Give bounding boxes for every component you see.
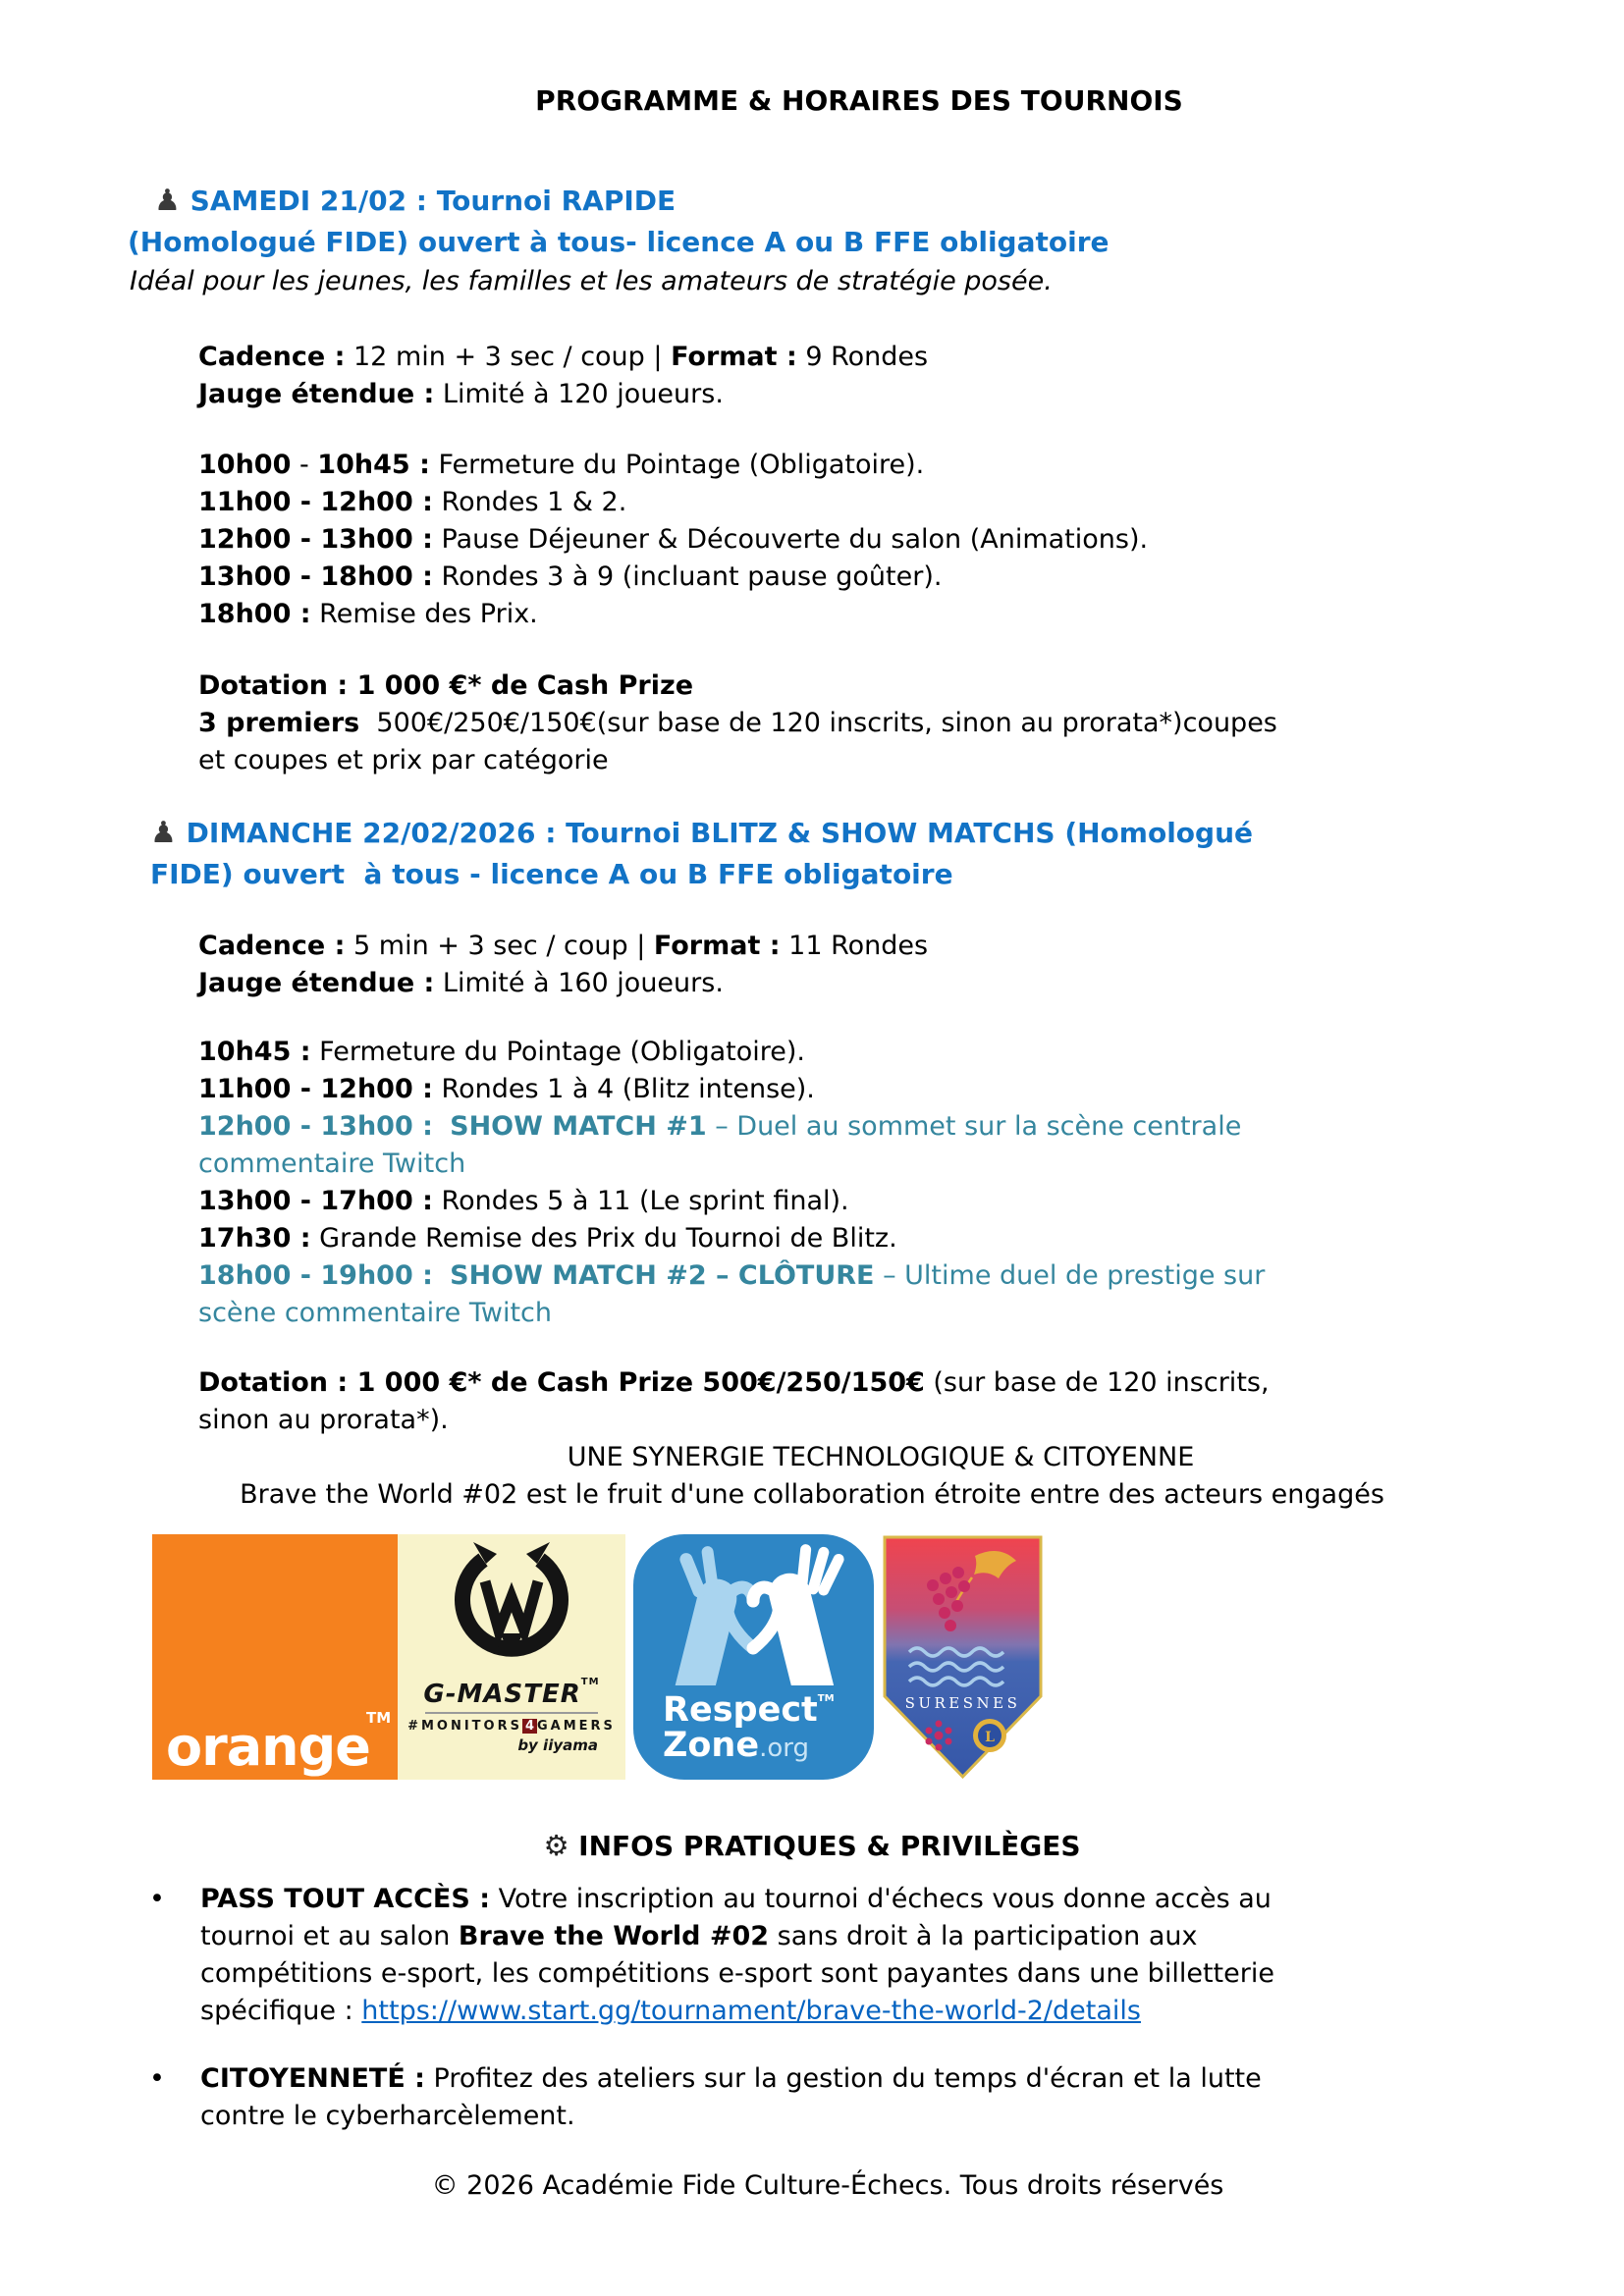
org-text: .org	[759, 1734, 810, 1763]
text-segment: Votre inscription au tournoi d'échecs vous donne accès au	[490, 1884, 1272, 1914]
dotation-line	[198, 667, 1624, 705]
start-gg-link[interactable]: https://www.start.gg/tournament/brave-the-world-2/details	[361, 1996, 1141, 2026]
gmaster-by-iiyama: by iiyama	[517, 1736, 598, 1754]
text-segment: 10h45 :	[198, 1037, 311, 1067]
schedule-row	[198, 1220, 1624, 1257]
orange-logo-wordmark: orange	[166, 1716, 370, 1778]
respect-zone-wordmark	[663, 1682, 835, 1766]
svg-text:L: L	[985, 1730, 995, 1745]
text-segment: 10h45 :	[317, 450, 430, 480]
respect-tm: TM	[817, 1693, 835, 1704]
text-segment: 11 Rondes	[780, 931, 929, 961]
text-segment: 11h00 - 12h00 :	[198, 487, 433, 517]
dotation-line	[198, 1364, 1624, 1402]
text-segment: 17h30 :	[198, 1223, 311, 1254]
text-segment: DIMANCHE 22/02/2026 : Tournoi BLITZ & SHOW MATCHS (Homologué	[176, 817, 1254, 849]
text-segment: Grande Remise des Prix du Tournoi de Blitz.	[310, 1223, 897, 1254]
gmaster-tag-suffix: GAMERS	[537, 1719, 616, 1734]
text-segment: Brave the World #02	[458, 1921, 770, 1951]
dimanche-heading-line2	[150, 854, 1624, 895]
respect-zone-logo	[633, 1534, 874, 1780]
gmaster-divider	[425, 1712, 598, 1714]
schedule-row	[198, 1071, 1624, 1108]
text-segment: – Ultime duel de prestige sur	[874, 1260, 1266, 1291]
dimanche-heading-line1	[150, 813, 1624, 854]
text-segment: spécifique :	[200, 1996, 362, 2026]
text-segment: (Homologué FIDE) ouvert à tous- licence A ou B FFE obligatoire	[128, 226, 1110, 258]
text-segment: Format :	[653, 931, 781, 961]
text-segment: Brave the World #02 est le fruit d'une collaboration étroite entre des acteurs engagés	[240, 1479, 1384, 1510]
synergy-title	[196, 1439, 1565, 1476]
text-segment: Profitez des ateliers sur la gestion du temps d'écran et la lutte	[424, 2063, 1262, 2094]
pass-line-link	[200, 1993, 1624, 2030]
gmaster-tag-num: 4	[522, 1719, 537, 1734]
gmaster-wordmark	[423, 1670, 599, 1707]
gmaster-tm: TM	[580, 1677, 600, 1687]
respect-text: Respect	[663, 1690, 818, 1730]
text-segment: 5 min + 3 sec / coup |	[345, 931, 654, 961]
text-segment: 3 premiers	[198, 708, 360, 738]
gmaster-tag-prefix: #MONITORS	[407, 1719, 522, 1734]
schedule-row-show-match-1	[198, 1108, 1624, 1146]
text-segment: Jauge étendue :	[198, 379, 435, 409]
bullet-citoyennete	[200, 2060, 1624, 2135]
text-segment: 11h00 - 12h00 :	[198, 1074, 433, 1104]
schedule-row	[198, 1183, 1624, 1220]
schedule-row	[198, 447, 1624, 484]
text-segment: 18h00 :	[198, 599, 311, 629]
text-segment: Jauge étendue :	[198, 968, 435, 998]
partner-logos	[152, 1534, 1624, 1780]
text-segment: Remise des Prix.	[310, 599, 538, 629]
text-segment: Rondes 1 à 4 (Blitz intense).	[432, 1074, 815, 1104]
samedi-schedule	[198, 447, 1624, 633]
text-segment: UNE SYNERGIE TECHNOLOGIQUE & CITOYENNE	[567, 1442, 1195, 1472]
text-segment: INFOS PRATIQUES & PRIVILÈGES	[568, 1830, 1081, 1862]
schedule-row	[198, 1295, 1624, 1332]
samedi-tagline	[130, 263, 1624, 300]
text-segment: Cadence :	[198, 931, 346, 961]
respect-zone-hands-icon	[633, 1538, 874, 1685]
dotation-line	[198, 705, 1624, 742]
text-segment: Rondes 1 & 2.	[432, 487, 627, 517]
text-segment: 9 Rondes	[796, 342, 929, 372]
copyright-footer: © 2026 Académie Fide Culture-Échecs. Tous droits réservés	[431, 2170, 1224, 2201]
gmaster-logo	[398, 1534, 625, 1780]
section-dimanche	[128, 813, 1624, 1439]
dimanche-cadence-block	[198, 928, 1624, 1002]
text-segment: 18h00 - 19h00 :	[198, 1260, 433, 1291]
samedi-cadence-block	[198, 339, 1624, 413]
schedule-row	[198, 521, 1624, 559]
schedule-row	[198, 1034, 1624, 1071]
pass-line	[200, 1881, 1624, 1918]
text-segment: Fermeture du Pointage (Obligatoire).	[310, 1037, 805, 1067]
suresnes-logo	[882, 1534, 1044, 1780]
text-segment: Limité à 160 joueurs.	[434, 968, 724, 998]
text-segment: Limité à 120 joueurs.	[434, 379, 724, 409]
text-segment: Dotation : 1 000 €* de Cash Prize 500€/250/150€	[198, 1367, 925, 1398]
jauge-line	[198, 965, 1624, 1002]
dimanche-schedule	[198, 1034, 1624, 1332]
text-segment: CITOYENNETÉ :	[200, 2063, 425, 2094]
cadence-line	[198, 339, 1624, 376]
pass-line	[200, 1918, 1624, 1955]
text-segment: 12h00 - 13h00 :	[198, 524, 433, 555]
text-segment: Pause Déjeuner & Découverte du salon (Animations).	[432, 524, 1149, 555]
bullet-pass-tout-acces	[200, 1881, 1624, 2030]
lions-club-emblem	[973, 1719, 1006, 1752]
text-segment: FIDE) ouvert à tous - licence A ou B FFE obligatoire	[150, 858, 953, 890]
respect-line	[663, 1682, 835, 1728]
text-segment: SAMEDI 21/02 : Tournoi RAPIDE	[180, 185, 677, 217]
text-segment: sinon au prorata*).	[198, 1405, 449, 1435]
text-segment: 12 min + 3 sec / coup |	[345, 342, 672, 372]
schedule-row-show-match-2	[198, 1257, 1624, 1295]
text-segment: tournoi et au salon	[200, 1921, 459, 1951]
gmaster-tagline	[407, 1719, 616, 1734]
text-segment: contre le cyberharcèlement.	[200, 2101, 575, 2131]
text-segment: scène commentaire Twitch	[198, 1298, 553, 1328]
schedule-row	[198, 484, 1624, 521]
zone-line	[663, 1728, 835, 1766]
dimanche-dotation	[198, 1364, 1624, 1439]
dotation-line	[198, 742, 1624, 779]
text-segment: SHOW MATCH #1	[450, 1111, 707, 1142]
text-segment: 12h00 - 13h00 :	[198, 1111, 433, 1142]
text-segment: et coupes et prix par catégorie	[198, 745, 609, 775]
text-segment: 13h00 - 18h00 :	[198, 561, 433, 592]
text-segment	[433, 1260, 450, 1291]
infos-heading	[128, 1826, 1496, 1866]
zone-text: Zone	[663, 1726, 760, 1765]
suresnes-city-text: SURESNES	[904, 1694, 1021, 1712]
orange-logo	[152, 1534, 398, 1780]
suresnes-pennant-icon	[882, 1534, 1044, 1780]
pawn-icon: ♟	[150, 816, 177, 850]
gear-icon: ⚙	[543, 1829, 569, 1862]
text-segment: 10h00	[198, 450, 292, 480]
pass-line	[200, 1955, 1624, 1993]
citoyennete-line	[200, 2098, 1624, 2135]
text-segment: Idéal pour les jeunes, les familles et les amateurs de stratégie posée.	[130, 266, 1053, 296]
gmaster-emblem-icon	[438, 1534, 585, 1668]
text-segment: -	[291, 450, 318, 480]
text-segment: SHOW MATCH #2 – CLÔTURE	[450, 1260, 875, 1291]
pawn-icon: ♟	[154, 184, 181, 218]
text-segment: (sur base de 120 inscrits,	[924, 1367, 1270, 1398]
text-segment: Format :	[671, 342, 797, 372]
section-samedi	[128, 181, 1624, 779]
page-title: PROGRAMME & HORAIRES DES TOURNOIS	[535, 84, 1183, 117]
text-segment: 13h00 - 17h00 :	[198, 1186, 433, 1216]
synergy-subtitle	[128, 1476, 1496, 1514]
text-segment: Dotation : 1 000 €* de Cash Prize	[198, 670, 694, 701]
schedule-row	[198, 596, 1624, 633]
text-segment: Rondes 5 à 11 (Le sprint final).	[432, 1186, 849, 1216]
jauge-line	[198, 376, 1624, 413]
schedule-row	[198, 559, 1624, 596]
text-segment: PASS TOUT ACCÈS :	[200, 1884, 491, 1914]
dotation-line	[198, 1402, 1624, 1439]
samedi-heading-line2	[128, 222, 1624, 263]
orange-logo-tm: TM	[366, 1709, 392, 1727]
text-segment: compétitions e-sport, les compétitions e-sport sont payantes dans une billetterie	[200, 1958, 1274, 1989]
cadence-line	[198, 928, 1624, 965]
text-segment: Cadence :	[198, 342, 346, 372]
text-segment: commentaire Twitch	[198, 1148, 466, 1179]
citoyennete-line	[200, 2060, 1624, 2098]
text-segment	[433, 1111, 450, 1142]
text-segment: 500€/250€/150€(sur base de 120 inscrits, sinon au prorata*)coupes	[359, 708, 1277, 738]
samedi-heading-line1	[154, 181, 1624, 222]
schedule-row	[198, 1146, 1624, 1183]
text-segment: – Duel au sommet sur la scène centrale	[706, 1111, 1242, 1142]
gmaster-brand-text: G-MASTER	[423, 1680, 581, 1709]
samedi-dotation	[198, 667, 1624, 779]
text-segment: Rondes 3 à 9 (incluant pause goûter).	[432, 561, 943, 592]
text-segment: sans droit à la participation aux	[769, 1921, 1198, 1951]
text-segment: Fermeture du Pointage (Obligatoire).	[429, 450, 925, 480]
